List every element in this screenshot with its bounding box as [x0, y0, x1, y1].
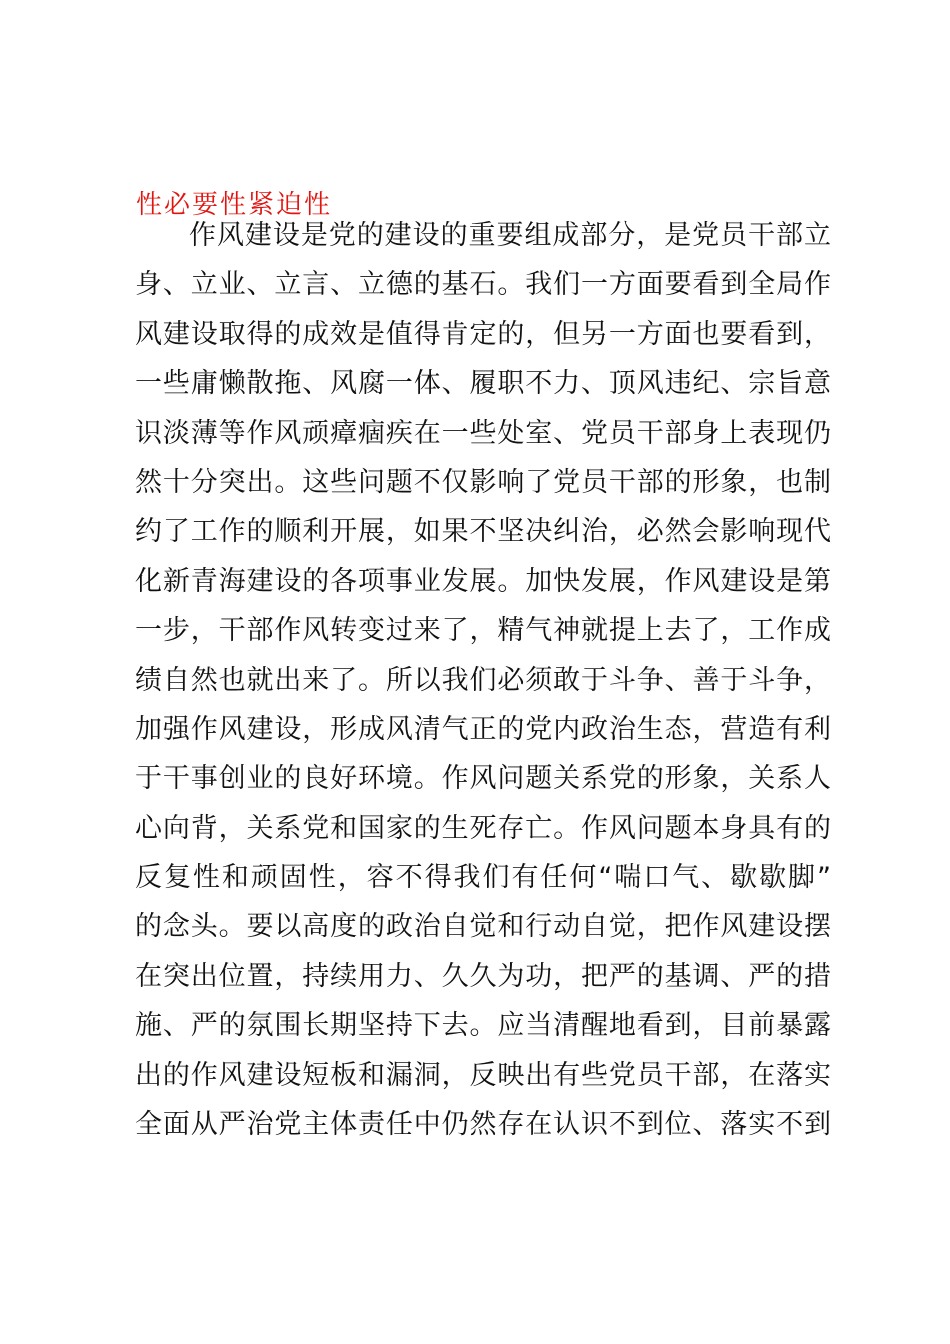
paragraph-line: 反复性和顽固性，容不得我们有任何“喘口气、歇歇脚” — [135, 862, 831, 894]
paragraph-line: 加强作风建设，形成风清气正的党内政治生态，营造有利 — [135, 713, 831, 745]
paragraph-line: 身、立业、立言、立德的基石。我们一方面要看到全局作 — [135, 269, 831, 301]
paragraph-line: 然十分突出。这些问题不仅影响了党员干部的形象，也制 — [135, 466, 831, 498]
paragraph-line: 一些庸懒散拖、风腐一体、履职不力、顶风违纪、宗旨意 — [135, 368, 831, 400]
paragraph-line: 在突出位置，持续用力、久久为功，把严的基调、严的措 — [135, 960, 831, 992]
paragraph-line: 全面从严治党主体责任中仍然存在认识不到位、落实不到 — [135, 1109, 831, 1141]
paragraph-line: 绩自然也就出来了。所以我们必须敢于斗争、善于斗争， — [135, 664, 831, 696]
paragraph-line: 出的作风建设短板和漏洞，反映出有些党员干部，在落实 — [135, 1059, 831, 1091]
paragraph-line: 作风建设是党的建设的重要组成部分，是党员干部立 — [189, 220, 831, 251]
section-heading: 性必要性紧迫性 — [136, 190, 333, 220]
paragraph-line: 于干事创业的良好环境。作风问题关系党的形象，关系人 — [135, 763, 831, 795]
paragraph-line: 一步，干部作风转变过来了，精气神就提上去了，工作成 — [135, 615, 831, 647]
paragraph-line: 识淡薄等作风顽瘴痼疾在一些处室、党员干部身上表现仍 — [135, 417, 831, 449]
paragraph-line: 约了工作的顺利开展，如果不坚决纠治，必然会影响现代 — [135, 516, 831, 548]
paragraph-line: 化新青海建设的各项事业发展。加快发展，作风建设是第 — [135, 565, 831, 597]
paragraph-line: 的念头。要以高度的政治自觉和行动自觉，把作风建设摆 — [135, 911, 831, 943]
paragraph-line: 风建设取得的成效是值得肯定的，但另一方面也要看到， — [135, 318, 831, 350]
body-paragraph — [135, 211, 831, 1149]
paragraph-line: 心向背，关系党和国家的生死存亡。作风问题本身具有的 — [135, 812, 831, 844]
paragraph-line: 施、严的氛围长期坚持下去。应当清醒地看到，目前暴露 — [135, 1010, 831, 1042]
